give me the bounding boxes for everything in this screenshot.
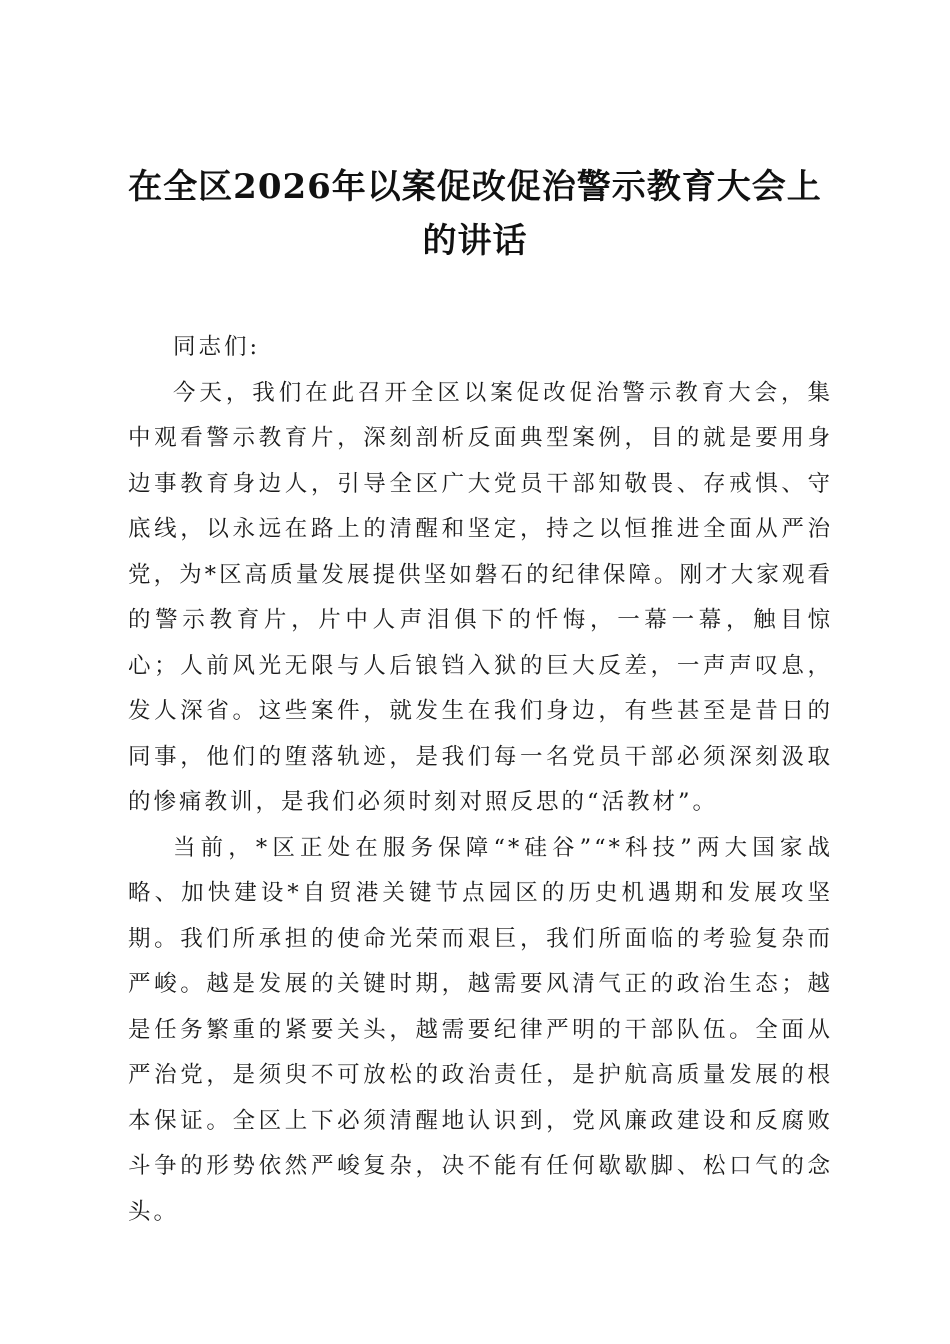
title-line-1: 在全区2026年以案促改促治警示教育大会上 <box>128 167 822 207</box>
title-line-2: 的讲话 <box>422 221 528 261</box>
paragraph-1: 今天，我们在此召开全区以案促改促治警示教育大会，集中观看警示教育片，深刻剖析反面典型案例，目的就是要用身边事教育身边人，引导全区广大党员干部知敬畏、存戒惧、守底线，以永远在路上的清醒和坚定，持之以恒推进全面从严治党，为*区高质量发展提供坚如磐石的纪律保障。刚才大家观看的警示教育片，片中人声泪俱下的忏悔，一幕一幕，触目惊心；人前风光无限与人后锒铛入狱的巨大反差，一声声叹息，发人深省。这些案件，就发生在我们身边，有些甚至是昔日的同事，他们的堕落轨迹，是我们每一名党员干部必须深刻汲取的惨痛教训，是我们必须时刻对照反思的“活教材”。 <box>128 379 833 815</box>
document-title <box>120 160 830 268</box>
paragraph-2: 当前，*区正处在服务保障“*硅谷”“*科技”两大国家战略、加快建设*自贸港关键节点园区的历史机遇期和发展攻坚期。我们所承担的使命光荣而艰巨，我们所面临的考验复杂而严峻。越是发展的关键时期，越需要风清气正的政治生态；越是任务繁重的紧要关头，越需要纪律严明的干部队伍。全面从严治党，是须臾不可放松的政治责任，是护航高质量发展的根本保证。全区上下必须清醒地认识到，党风廉政建设和反腐败斗争的形势依然严峻复杂，决不能有任何歇歇脚、松口气的念头。 <box>128 834 833 1225</box>
salutation: 同志们: <box>173 334 261 360</box>
document-body <box>128 325 833 1235</box>
